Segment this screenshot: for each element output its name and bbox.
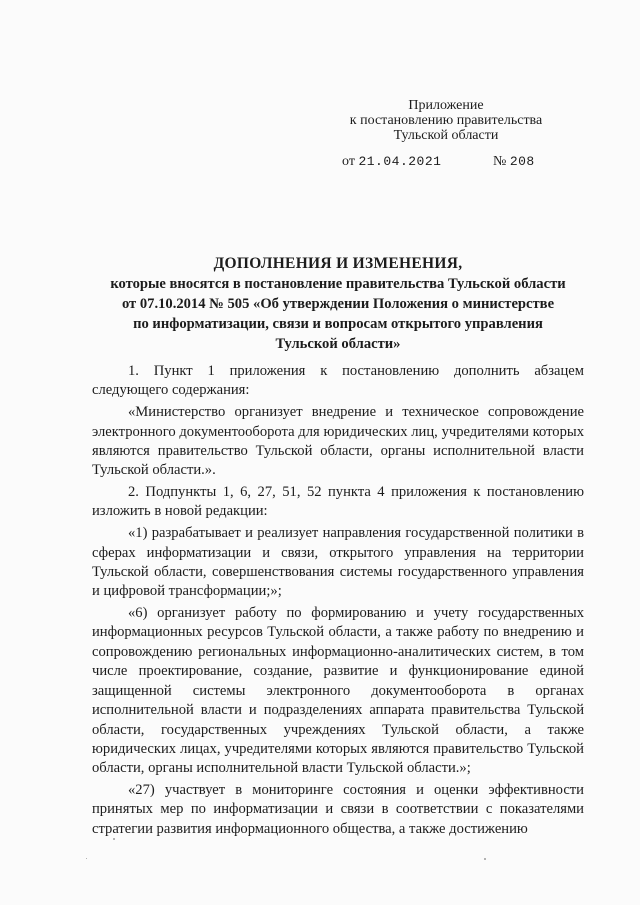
resolution-number: 208 bbox=[509, 154, 535, 169]
scan-speck bbox=[484, 858, 486, 860]
paragraph-subitem-1: «1) разрабатывает и реализует направления государственной политики в сферах информатизации и связи, открытого управления на территории Тульской области, совершенствования системы государственного управления и цифровой трансформации;»; bbox=[92, 525, 584, 600]
title-line: от 07.10.2014 № 505 «Об утверждении Положения о министерстве bbox=[121, 296, 555, 312]
date-prefix: от bbox=[342, 154, 355, 169]
title-line: которые вносятся в постановление правительства Тульской области bbox=[110, 276, 566, 292]
title-line: Тульской области» bbox=[275, 336, 401, 352]
appendix-header bbox=[330, 98, 562, 143]
appendix-line: Тульской области bbox=[393, 128, 499, 143]
document-title bbox=[92, 254, 584, 354]
paragraph-quote-ministry: «Министерство организует внедрение и техническое сопровождение электронного документооборота для юридических лиц, учредителями которых являются правительство Тульской области, органы исполнительной власти Тульской области.». bbox=[92, 404, 584, 479]
paragraph-item-1: 1. Пункт 1 приложения к постановлению дополнить абзацем следующего содержания: bbox=[92, 363, 584, 399]
resolution-date: 21.04.2021 bbox=[358, 154, 442, 169]
appendix-line: Приложение bbox=[408, 98, 484, 113]
scan-speck bbox=[113, 838, 115, 840]
title-heading: ДОПОЛНЕНИЯ И ИЗМЕНЕНИЯ, bbox=[213, 255, 463, 272]
resolution-date-number bbox=[342, 154, 535, 170]
title-line: по информатизации, связи и вопросам открытого управления bbox=[133, 316, 543, 332]
number-label: № bbox=[492, 154, 507, 169]
paragraph-item-2: 2. Подпункты 1, 6, 27, 51, 52 пункта 4 приложения к постановлению изложить в новой редакции: bbox=[92, 484, 584, 520]
paragraph-subitem-6: «6) организует работу по формированию и учету государственных информационных ресурсов Тульской области, а также работу по внедрению и сопровождению региональных информационно-аналитических систем, в том числе проектирование, создание, развитие и функционирование единой защищенной системы электронного документооборота в органах исполнительной власти и подразделениях аппарата правительства Тульской области, государственных учреждениях Тульской области, а также юридических лицах, учредителями которых являются правительство Тульской области, органы исполнительной власти Тульской области.»; bbox=[92, 605, 584, 777]
paragraph-subitem-27: «27) участвует в мониторинге состояния и оценки эффективности принятых мер по информатизации и связи в соответствии с показателями стратегии развития информационного общества, а также достижению bbox=[92, 782, 584, 837]
appendix-line: к постановлению правительства bbox=[349, 113, 543, 128]
document-body bbox=[92, 362, 584, 839]
scan-speck bbox=[86, 858, 87, 859]
